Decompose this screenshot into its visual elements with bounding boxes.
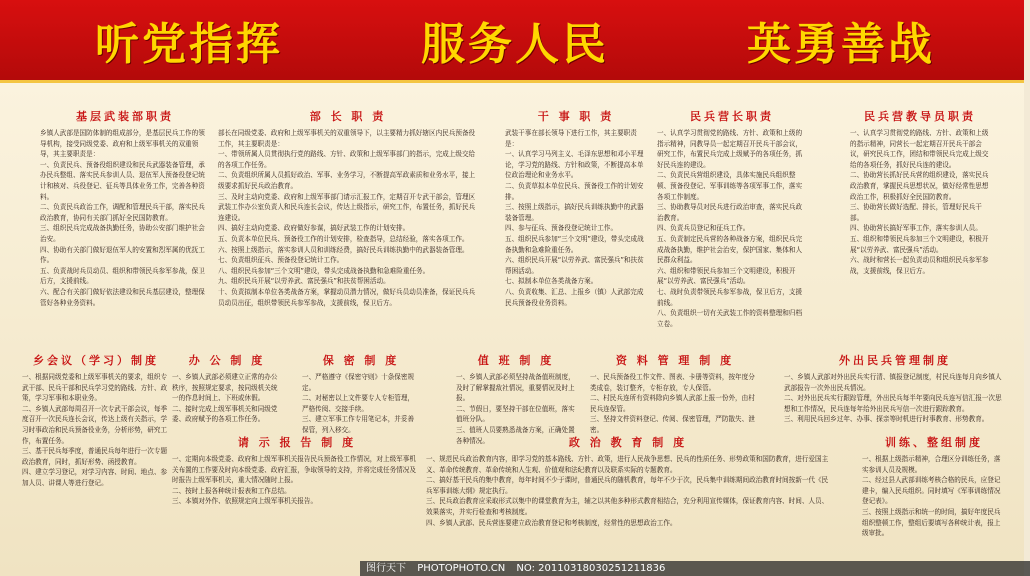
panel-reporting-system xyxy=(172,434,422,560)
panel-title: 训练、整组制度 xyxy=(885,436,983,449)
panel-text: 一、根据同级党委和上级军事机关的要求，组织专武干部、民兵干部和民兵学习党的路线、方针、政策，学习军事和本职业务。 二、乡镇人武部每周召开一次专武干部会议，每季度召开一次民兵连长会议，传达上级有关指示，学习时事政治和民兵预备役业务，分析形势，研究工作，布置任务。 三、基干民兵每季度，普通民兵每年进行一次专题政治教育，同时，抓好形势、函授教育。 四、建立学习登记，对学习内容、时间、地点、参加人员、讲课人等进行登记。 xyxy=(22,373,168,487)
panel-text: 一、民兵预备役工作文件、图表、卡册等资料，按年度分类成卷，装订整齐，专柜存放，专人保管。 二、村民兵连所有资料除向乡镇人武部上报一份外，由村民兵连保管。 三、坚持文件资料登记、传阅、保密管理，严防散失、泄密。 xyxy=(590,373,755,434)
panel-text: 一、认真学习贯彻党的路线、方针、政策和上级的指示精神，同教导员一起定期召开民兵干部会议，研究工作，布置民兵完成上级赋予的各项任务，抓好民兵连的建设。 二、负责民兵营组织建设，具体实施民兵组织整顿、预备役登记、军事训练等各项军事工作，落实各项工作制度。 三、协助教导员对民兵进行政治审查，落实民兵政治教育。 四、负责兵员登记和征兵工作。 五、负责制定民兵营的各种战备方案，组织民兵完成战备执勤，维护社会治安，保护国家、集体和人民群众利益。 六、组织和带领民兵参加三个文明建设，积极开展“以劳养武、富民强兵”活动。 七、战时负责带领民兵参军参战，保卫后方，支援前线。 八、负责组织一切有关武装工作的资料整理和归档立卷。 xyxy=(657,129,803,328)
panel-battalion-instructor-duties xyxy=(850,108,990,348)
panel-text: 一、乡镇人武部必须建立正常的办公秩序，按照规定要求，按同级机关统一的作息时间上、下班或休假。 二、接时完成上级军事机关和同级党委、政府赋予的各项工作任务。 xyxy=(172,373,278,424)
panel-base-armed-dept-duties xyxy=(40,108,210,348)
panel-text: 一、根据上级指示精神，合理区分训练任务，落实参训人员及规模。 二、经过县人武部训练考核合格的民兵，应登记建卡，编入民兵组织。同时填写《军事训练情况登记表》。 三、按照上级指示和统一的时间，搞好年度民兵组织整顿工作，整组后要填写各种统计表，报上级审批。 xyxy=(862,455,1001,538)
slogan-1: 听党指挥 xyxy=(95,19,283,70)
panel-external-militia-system xyxy=(784,352,1006,432)
panel-battalion-commander-duties xyxy=(657,108,807,348)
panel-meeting-system xyxy=(22,352,170,562)
watermark-site: 图行天下 xyxy=(366,563,406,574)
panel-minister-duties xyxy=(218,108,478,348)
panel-title: 部 长 职 责 xyxy=(309,110,387,123)
panel-text: 一、定期向本级党委、政府和上级军事机关报告民兵预备役工作情况，对上级军事机关布置的工作要及时向本级党委、政府汇报，争取领导的支持，并将完成任务情况及时报告上级军事机关，重大情况随时上报。 二、按时上报各种统计报表和工作总结。 三、本镇对外作、依照规定向上级军事机关报告。 xyxy=(172,455,416,506)
panel-title: 干 事 职 责 xyxy=(537,110,615,123)
watermark-id: NO: 20110318030251211836 xyxy=(516,563,666,574)
title-banner xyxy=(0,0,1024,83)
panel-title: 民兵营长职责 xyxy=(690,110,774,123)
panel-title: 外出民兵管理制度 xyxy=(839,354,951,367)
slogan-3: 英勇善战 xyxy=(747,19,935,70)
panel-title: 资 料 管 理 制 度 xyxy=(615,354,735,367)
panel-office-system xyxy=(172,352,282,432)
panel-text: 一、乡镇人武部必须坚持战备值班制度，及时了解掌握敌社情况，重要情况及时上报。 二、节假日，要坚持干部在位值班，落实值班分队。 三、值班人员要熟悉战备方案，正确处置各种情况。 xyxy=(456,373,575,445)
watermark-domain: PHOTOPHOTO.CN xyxy=(417,563,506,574)
panel-title: 保 密 制 度 xyxy=(322,354,400,367)
panel-text: 一、乡镇人武部对外出民兵实行清、镇报登记制度，村民兵连每月向乡镇人武部报告一次外出民兵情况。 二、对外出民兵实行跟踪管理，外出民兵每半年要向民兵连写信汇报一次思想和工作情况，民兵连每年给外出民兵写信一次进行跟踪教育。 三、利用民兵回乡过年、办事、探亲等时机进行时事教育、形势教育。 xyxy=(784,373,1002,424)
panel-text: 一、严格遵守《保密守则》十条保密规定。 二、对秘密以上文件要专人专柜管理，严格传阅、交接手续。 三、建立军事工作专用笔记本，并妥善保管，列入移交。 xyxy=(302,373,415,434)
slogan-2: 服务人民 xyxy=(421,19,609,70)
panel-political-education-system xyxy=(426,434,830,560)
panel-officer-duties xyxy=(505,108,647,348)
panel-text: 武装干事在部长领导下进行工作，其主要职责是： 一、认真学习马列主义、毛泽东思想和邓小平理论，学习党的路线、方针和政策，不断提高本单位政治理论和业务水平。 二、负责草拟本单位民兵、预备役工作的计划安排。 三、按照上级指示，搞好民兵训练执勤中的武器装备管理。 四、参与征兵、预备役登记统计工作。 五、组织民兵参加“三个文明”建设，带头完成战备执勤和急难险重任务。 六、组织民兵开展“以劳养武、富民强兵”和扶贫帮困活动。 七、拟制本单位各类战备方案。 八、负责收集、汇总、上报乡（镇）人武部完成民兵预备役业务资料。 xyxy=(505,129,644,307)
panel-training-system xyxy=(862,434,1006,560)
panel-text: 乡镇人武部是国防体制的组成部分，是基层民兵工作的领导机构，接受同级党委、政府和上级军事机关的双重领导，其主要职责是： 一、负责民兵、预备役组织建设和民兵武器装备管理，承办民兵整组、落实民兵参训人员、退伍军人预备役登记统计和核对、兵役登记、征兵等具体业务工作，完善各种资料。 二、负责民兵政治工作，调配和管理民兵干部，落实民兵政治教育，协同有关部门抓好全民国防教育。 三、组织民兵完成战备执勤任务，协助公安部门维护社会治安。 四、协助有关部门做好退伍军人的安置和烈军属的优抚工作。 五、负责战时兵员动员、组织和带领民兵参军参战，保卫后方，支援前线。 六、配合有关部门做好依法建设和民兵基层建设，整理保管好各种业务资料。 xyxy=(40,129,205,307)
panel-title: 乡会议（学习）制度 xyxy=(33,354,159,367)
panel-text: 一、规范民兵政治教育内容，即学习党的基本路线、方针、政策，进行人民战争思想、民兵的性质任务、形势政策和国防教育，进行爱国主义、革命传统教育、革命传统和人生观、价值观和法纪教育以及联系实际的专题教育。 二、搞好基干民兵的集中教育，每年时间不少于课时，普通民兵的随机教育，每年不少于次，民兵集中训练期间政治教育时间按新一代《民兵军事训练大纲》规定执行。 三、民兵政治教育应采取形式以集中的课堂教育为主，辅之以其他多种形式教育相结合，充分利用宣传媒体，保证教育内容、时间、人员、效果落实，并实行检查和考核制度。 四、乡镇人武部、民兵营连要建立政治教育登记和考核制度，经常性的思想政治工作。 xyxy=(426,455,829,527)
banner-slogans xyxy=(95,8,935,72)
panel-title: 政 治 教 育 制 度 xyxy=(568,436,688,449)
panel-text: 一、认真学习贯彻党的路线、方针、政策和上级的指示精神，同营长一起定期召开民兵干部会议，研究民兵工作，团结和带领民兵完成上级交给的各项任务，抓好民兵连的建设。 二、协助营长抓好民兵营的组织建设，落实民兵政治教育，掌握民兵思想状况，做好经常性思想政治工作，积极抓好全民国防教育。 三、协助营长做好选配、排长，管理好民兵干部。 四、协助营长搞好军事工作，落实参训人员。 五、组织和带领民兵参加三个文明建设，积极开展“以劳养武、富民强兵”活动。 六、战时和营长一起负责动员和组织民兵参军参战，支援前线，保卫后方。 xyxy=(850,129,989,275)
panel-title: 基层武装部职责 xyxy=(76,110,174,123)
panel-title: 请 示 报 告 制 度 xyxy=(237,436,357,449)
panel-title: 办 公 制 度 xyxy=(188,354,266,367)
panel-duty-system xyxy=(456,352,576,445)
panel-title: 值 班 制 度 xyxy=(477,354,555,367)
panel-text: 部长在同级党委、政府和上级军事机关的双重领导下，以主要精力抓好辖区内民兵预备役工作，其主要职责是： 一、带领所属人员贯彻执行党的路线、方针、政策和上级军事部门的指示，完成上级交给的各项工作任务。 二、负责组织所属人员抓好政治、军事、业务学习，不断提高军政素质和业务水平，接上级要求抓好民兵政治教育。 三、及时主动向党委、政府和上级军事部门请示汇报工作，定期召开专武干部会，管理区武装工作办公室负责人和民兵连长会议，传达上级指示，研究工作，布置任务，抓好民兵连建设。 四、搞好主动向党委、政府做好参谋，搞好武装工作的计划安排。 五、负责本单位民兵、预备役工作的计划安排，检查指导，总结经验，落实各项工作。 六、按照上级指示，落实参训人员和训练经费，搞好民兵训练执勤中的武器装备管理。 七、负责组织征兵、预备役登记统计工作。 八、组织民兵参加“三个文明”建设，带头完成战备执勤和急难险重任务。 九、组织民兵开展“以劳养武、富民强兵”和扶贫帮困活动。 十、负责拟制本单位各类战备方案，掌握动员潜力情况，做好兵员动员准备，保证民兵兵员动员出征，组织带领民兵参军参战，支援前线，保卫后方。 xyxy=(218,129,476,307)
panel-confidentiality-system xyxy=(302,352,420,432)
panel-title: 民兵营教导员职责 xyxy=(864,110,976,123)
watermark-bar xyxy=(360,561,1030,576)
panel-records-system xyxy=(590,352,760,432)
